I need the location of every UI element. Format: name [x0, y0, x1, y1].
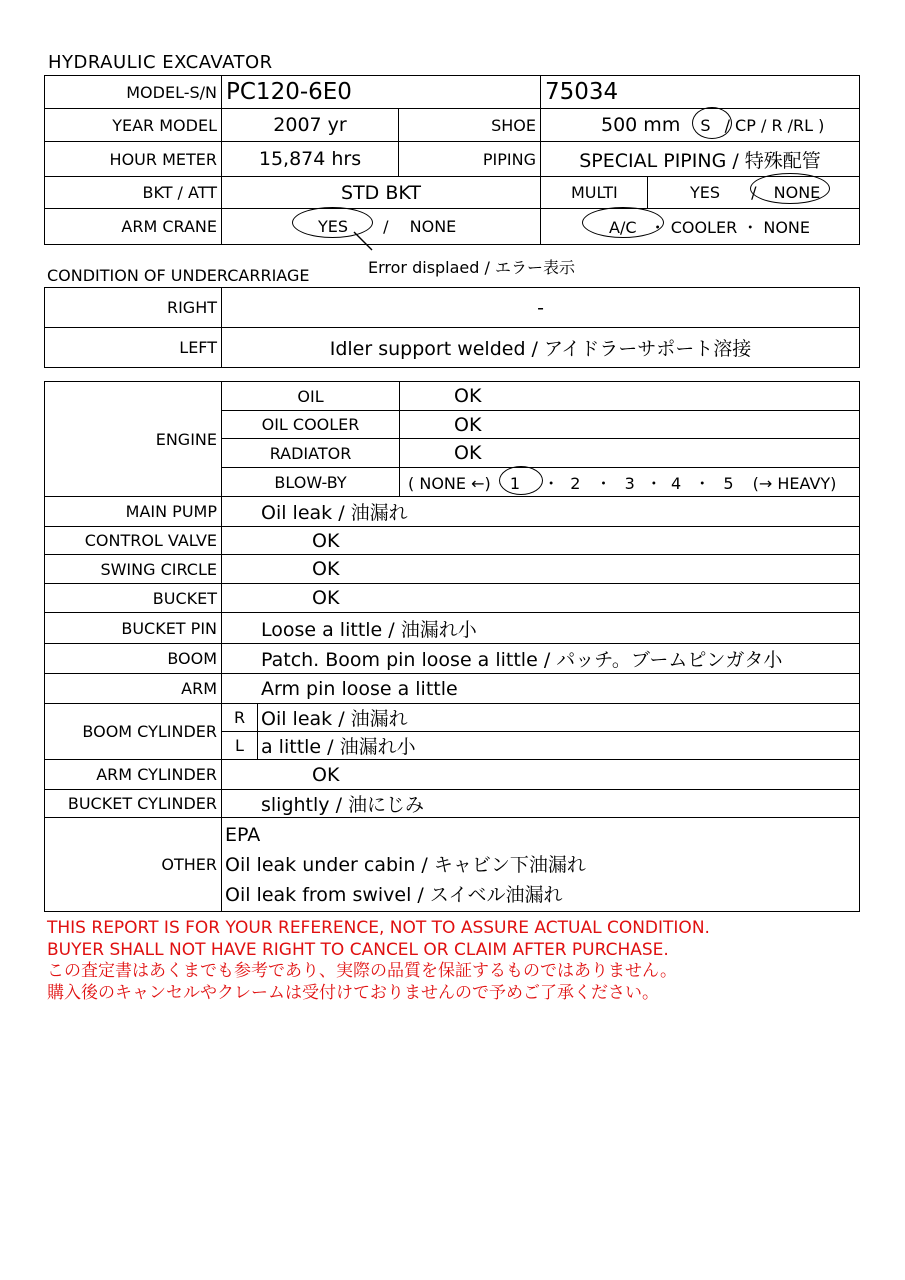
bucket-cylinder-label: BUCKET CYLINDER: [45, 790, 222, 818]
swing-circle-label: SWING CIRCLE: [45, 555, 222, 584]
disclaimer-line-1: THIS REPORT IS FOR YOUR REFERENCE, NOT TO ASSURE ACTUAL CONDITION.: [47, 918, 710, 938]
undercarriage-title: CONDITION OF UNDERCARRIAGE: [47, 266, 310, 285]
arm-value: Arm pin loose a little: [222, 674, 860, 704]
hour-meter-value: 15,874 hrs: [222, 142, 399, 177]
document-title: HYDRAULIC EXCAVATOR: [48, 52, 273, 73]
other-line-1: EPA: [225, 823, 261, 846]
other-line-3: Oil leak from swivel / スイベル油漏れ: [225, 883, 563, 906]
disclaimer-line-3: この査定書はあくまでも参考であり、実際の品質を保証するものではありません。: [47, 961, 678, 981]
main-pump-value: Oil leak / 油漏れ: [222, 497, 860, 527]
undercarriage-table: [44, 287, 860, 368]
bkt-att-value: STD BKT: [222, 177, 541, 209]
year-model-label: YEAR MODEL: [45, 109, 222, 142]
boom-label: BOOM: [45, 644, 222, 674]
arm-crane-options: [222, 209, 541, 245]
oil-cooler-label: OIL COOLER: [222, 411, 400, 439]
bucket-pin-value: Loose a little / 油漏れ小: [222, 613, 860, 644]
error-annotation: Error displaed / エラー表示: [368, 258, 575, 277]
boom-cyl-r-label: R: [222, 704, 258, 732]
control-valve-label: CONTROL VALVE: [45, 527, 222, 555]
bucket-label: BUCKET: [45, 584, 222, 613]
multi-none: NONE: [773, 183, 821, 202]
blowby-selected-circle: [499, 466, 543, 495]
shoe-label: SHOE: [399, 109, 541, 142]
boom-cyl-l-label: L: [222, 732, 258, 760]
year-model-value: 2007 yr: [222, 109, 399, 142]
blowby-level-1: 1: [509, 473, 520, 493]
oil-cooler-value: OK: [400, 411, 860, 439]
oil-value: OK: [400, 382, 860, 411]
piping-label: PIPING: [399, 142, 541, 177]
main-pump-label: MAIN PUMP: [45, 497, 222, 527]
multi-yes: YES: [690, 183, 721, 202]
multi-label: MULTI: [541, 177, 648, 209]
boom-cyl-l-value: a little / 油漏れ小: [258, 732, 860, 760]
boom-value: Patch. Boom pin loose a little / パッチ。ブームピンガタ小: [222, 644, 860, 674]
other-label: OTHER: [45, 818, 222, 912]
shoe-selected-circle: [692, 107, 732, 139]
blowby-scale-right: (→ HEAVY): [752, 473, 837, 493]
radiator-value: OK: [400, 439, 860, 468]
radiator-label: RADIATOR: [222, 439, 400, 468]
bucket-cylinder-value: slightly / 油にじみ: [222, 790, 860, 818]
blowby-level-4: 4: [670, 473, 682, 493]
arm-cylinder-value: OK: [222, 760, 860, 790]
serial-value: 75034: [541, 76, 860, 109]
hour-meter-label: HOUR METER: [45, 142, 222, 177]
multi-sep: /: [751, 183, 757, 202]
undercarriage-right-value: -: [222, 288, 860, 328]
oil-label: OIL: [222, 382, 400, 411]
arm-crane-label: ARM CRANE: [45, 209, 222, 245]
engine-label: ENGINE: [45, 382, 222, 497]
piping-value: SPECIAL PIPING / 特殊配管: [541, 142, 860, 177]
control-valve-value: OK: [222, 527, 860, 555]
ac-rest: ・ COOLER ・ NONE: [649, 218, 811, 237]
annotation-pointer-line: [350, 230, 380, 252]
disclaimer-line-2: BUYER SHALL NOT HAVE RIGHT TO CANCEL OR CLAIM AFTER PURCHASE.: [47, 939, 669, 960]
arm-crane-yes: YES: [318, 217, 349, 236]
boom-cyl-r-value: Oil leak / 油漏れ: [258, 704, 860, 732]
arm-cylinder-label: ARM CYLINDER: [45, 760, 222, 790]
arm-crane-none: NONE: [409, 217, 457, 236]
bkt-att-label: BKT / ATT: [45, 177, 222, 209]
blowby-scale-left: ( NONE ←): [408, 473, 491, 493]
other-line-2: Oil leak under cabin / キャビン下油漏れ: [225, 853, 586, 876]
inspection-table: [44, 381, 860, 912]
shoe-value: 500 mm: [601, 114, 681, 136]
blowby-level-2: 2: [570, 473, 581, 493]
disclaimer: [47, 918, 710, 1004]
model-value: PC120-6E0: [222, 76, 541, 109]
shoe-option-rest: / CP / R /RL ): [724, 116, 825, 135]
ac-option: A/C: [609, 218, 637, 237]
undercarriage-left-label: LEFT: [45, 328, 222, 368]
bucket-value: OK: [222, 584, 860, 613]
boom-cylinder-label: BOOM CYLINDER: [45, 704, 222, 760]
multi-selected-circle: [750, 173, 830, 204]
model-sn-label: MODEL-S/N: [45, 76, 222, 109]
other-value: [222, 818, 860, 912]
blowby-level-3: 3: [624, 473, 635, 493]
bucket-pin-label: BUCKET PIN: [45, 613, 222, 644]
machine-info-table: [44, 75, 860, 245]
shoe-option-s: S: [700, 116, 711, 135]
blowby-level-5: 5: [723, 473, 734, 493]
blowby-scale: ( NONE ←) 1 ・ 2 ・ 3 ・ 4 ・ 5 (→ HEAVY): [400, 468, 860, 497]
arm-crane-sep: /: [383, 217, 389, 236]
ac-selected-circle: [582, 207, 664, 238]
undercarriage-right-label: RIGHT: [45, 288, 222, 328]
disclaimer-line-4: 購入後のキャンセルやクレームは受付けておりませんので予めご了承ください。: [47, 982, 659, 1003]
undercarriage-left-value: Idler support welded / アイドラーサポート溶接: [222, 328, 860, 368]
blowby-label: BLOW-BY: [222, 468, 400, 497]
arm-label: ARM: [45, 674, 222, 704]
swing-circle-value: OK: [222, 555, 860, 584]
